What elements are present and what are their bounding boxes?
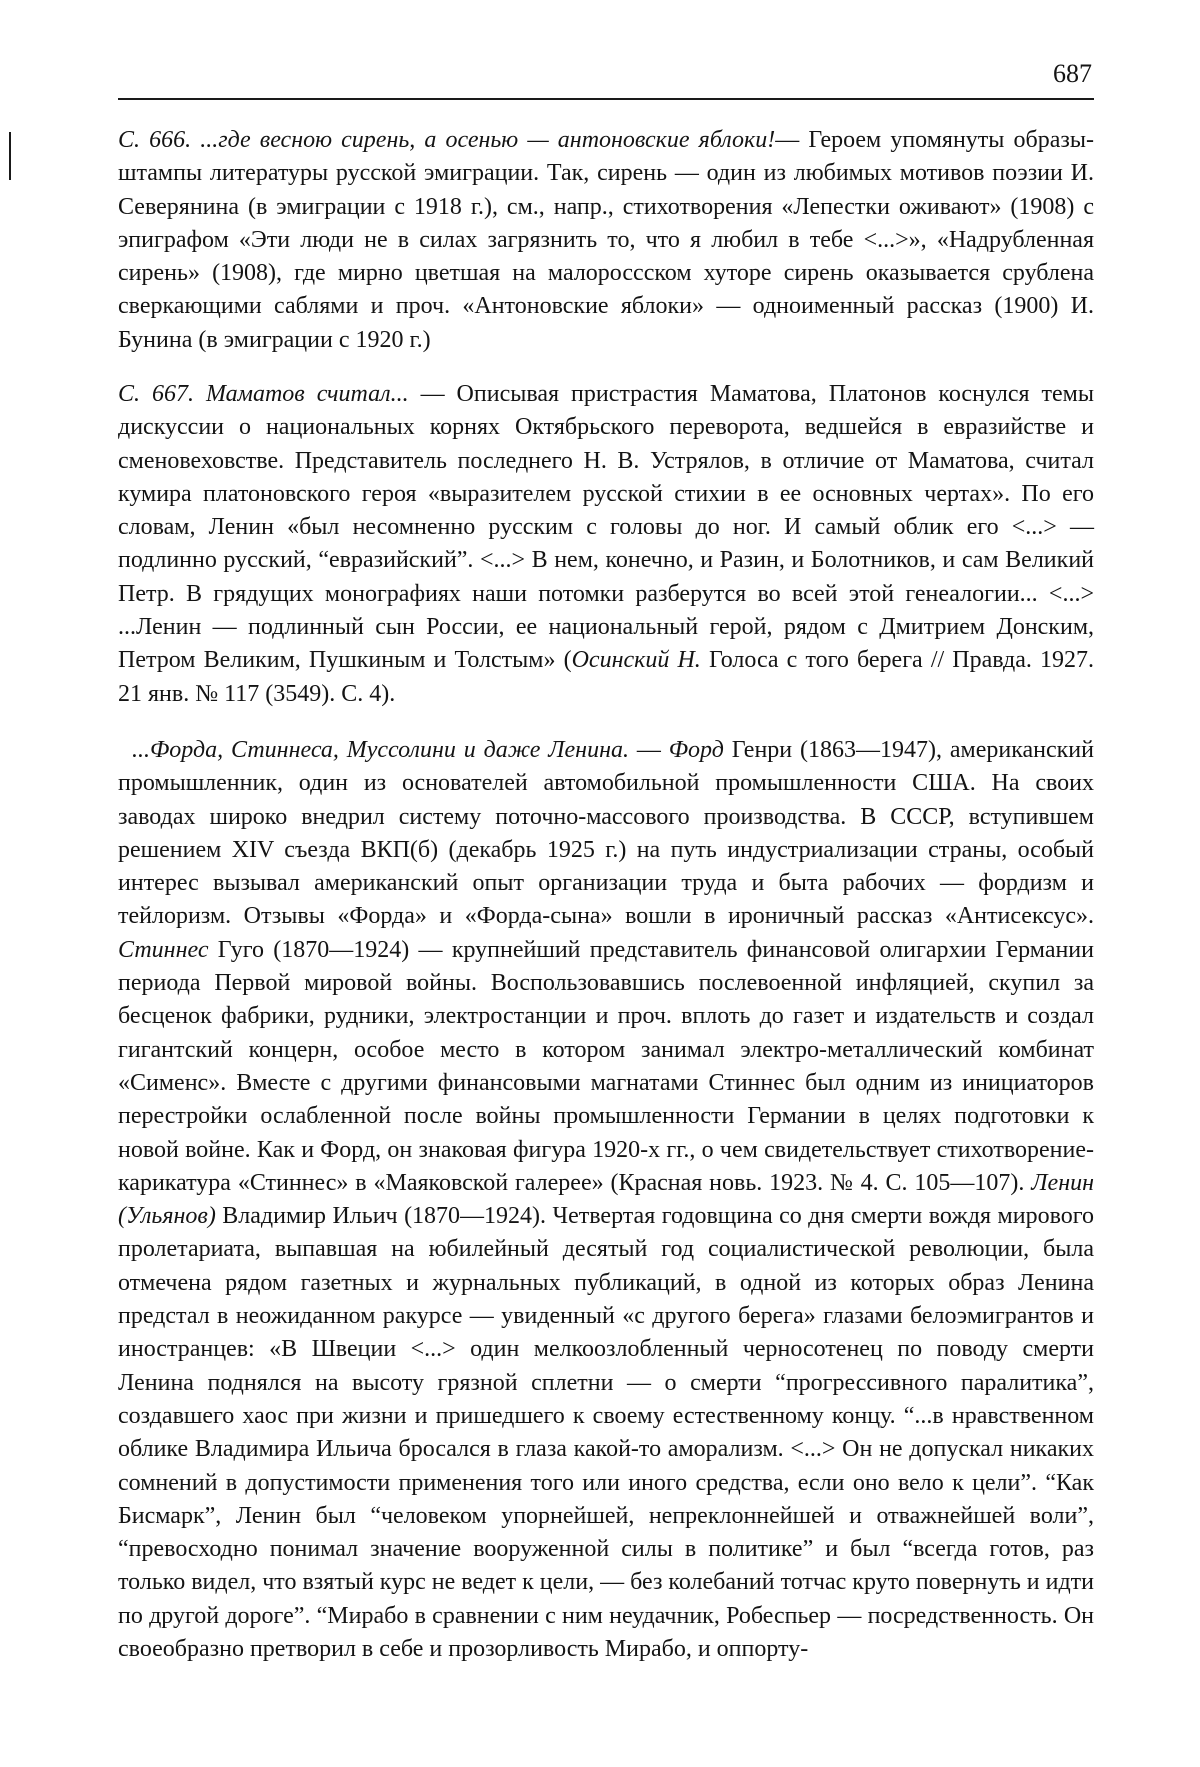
note-ford-dash: — — [629, 737, 669, 763]
header-rule — [118, 98, 1094, 100]
note-ford-lead: ...Форда, Стиннеса, Муссолини и даже Ленина. — [132, 737, 629, 763]
note-666-lead: С. 666. ...где весною сирень, а осенью — антоновские яблоки! — [118, 127, 776, 153]
stinnes-name: Стиннес — [118, 936, 209, 963]
note-667-lead: С. 667. Маматов считал... — [118, 381, 409, 407]
note-667-citation-author: Осинский Н. — [571, 647, 701, 674]
lenin-name: Ленин (Ульянов) — [118, 1169, 1094, 1230]
note-ford — [118, 734, 1094, 1666]
page-number: 687 — [1053, 59, 1092, 88]
note-667-citation: Голоса с того берега // Правда. 1927. 21 янв. № 117 (3549). С. 4). — [118, 647, 1094, 707]
note-667-text: — Описывая пристрастия Маматова, Платонов коснулся темы дискуссии о национальных корнях Октябрьского переворота, ведшейся в евразийстве и сменовеховстве. Представитель последнего Н. В. Устрялов, в отличие от Маматова, считал кумира платоновского героя «выразителем русской стихии в ее основных чертах». По его словам, Ленин «был несомненно русским с головы до ног. И самый облик его <...> — подлинно русский, “евразийский”. <...> В нем, конечно, и Разин, и Болотников, и сам Великий Петр. В грядущих монографиях наши потомки разберутся во всей этой генеалогии... <...> ...Ленин — подлинный сын России, ее национальный герой, рядом с Дмитрием Донским, Петром Великим, Пушкиным и Толстым» ( — [118, 381, 1094, 674]
note-666-text: — Героем упомянуты образы-штампы литературы русской эмиграции. Так, сирень — один из любимых мотивов поэзии И. Северянина (в эмиграции с 1918 г.), см., напр., стихотворения «Лепестки оживают» (1908) с эпиграфом «Эти люди не в силах загрязнить то, что я любил в тебе <...>», «Надрубленная сирень» (1908), где мирно цветшая на малороссском хуторе сирень оказывается срублена сверкающими саблями и проч. «Антоновские яблоки» — одноименный рассказ (1900) И. Бунина (в эмиграции с 1920 г.) — [118, 127, 1094, 353]
margin-mark — [9, 132, 11, 180]
note-666 — [118, 124, 1094, 357]
stinnes-text: Гуго (1870—1924) — крупнейший представитель финансовой олигархии Германии периода Первой мировой войны. Воспользовавшись послевоенной инфляцией, скупил за бесценок фабрики, рудники, электростанции и проч. вплоть до газет и издательств и создал гигантский концерн, особое место в котором занимал электро-металлический комбинат «Сименс». Вместе с другими финансовыми магнатами Стиннес был одним из инициаторов перестройки ослабленной после войны промышленности Германии в целях подготовки к новой войне. Как и Форд, он знаковая фигура 1920-х гг., о чем свидетельствует стихотворение-карикатура «Стиннес» в «Маяковской галерее» (Красная новь. 1923. № 4. С. 105—107). — [118, 936, 1094, 1196]
note-667 — [118, 378, 1094, 711]
ford-name: Форд — [668, 737, 724, 763]
lenin-text: Владимир Ильич (1870—1924). Четвертая годовщина со дня смерти вождя мирового пролетариата, выпавшая на юбилейный десятый год социалистической революции, была отмечена рядом газетных и журнальных публикаций, в одной из которых образ Ленина предстал в неожиданном ракурсе — увиденный «с другого берега» глазами белоэмигрантов и иностранцев: «В Швеции <...> один мелкоозлобленный черносотенец по поводу смерти Ленина поднялся на высоту грязной сплетни — о смерти “прогрессивного паралитика”, создавшего хаос при жизни и пришедшего к своему естественному концу. “...в нравственном облике Владимира Ильича бросался в глаза какой-то аморализм. <...> Он не допускал никаких сомнений в допустимости применения того или иного средства, если оно вело к цели”. “Как Бисмарк”, Ленин был “человеком упорнейшей, непреклоннейшей и отважнейшей воли”, “превосходно понимал значение вооруженной силы в политике” и был “всегда готов, раз только видел, что взятый курс не ведет к цели, — без колебаний тотчас круто повернуть и идти по другой дороге”. “Мирабо в сравнении с ним неудачник, Робеспьер — посредственность. Он своеобразно претворил в себе и прозорливость Мирабо, и оппорту- — [118, 1203, 1095, 1663]
ford-text: Генри (1863—1947), американский промышленник, один из основателей автомобильной промышленности США. На своих заводах широко внедрил систему поточно-массового производства. В СССР, вступившем решением XIV съезда ВКП(б) (декабрь 1925 г.) на путь индустриализации страны, особый интерес вызывал американский опыт организации труда и быта рабочих — фордизм и тейлоризм. Отзывы «Форда» и «Форда-сына» вошли в ироничный рассказ «Антисексус». — [118, 737, 1094, 930]
